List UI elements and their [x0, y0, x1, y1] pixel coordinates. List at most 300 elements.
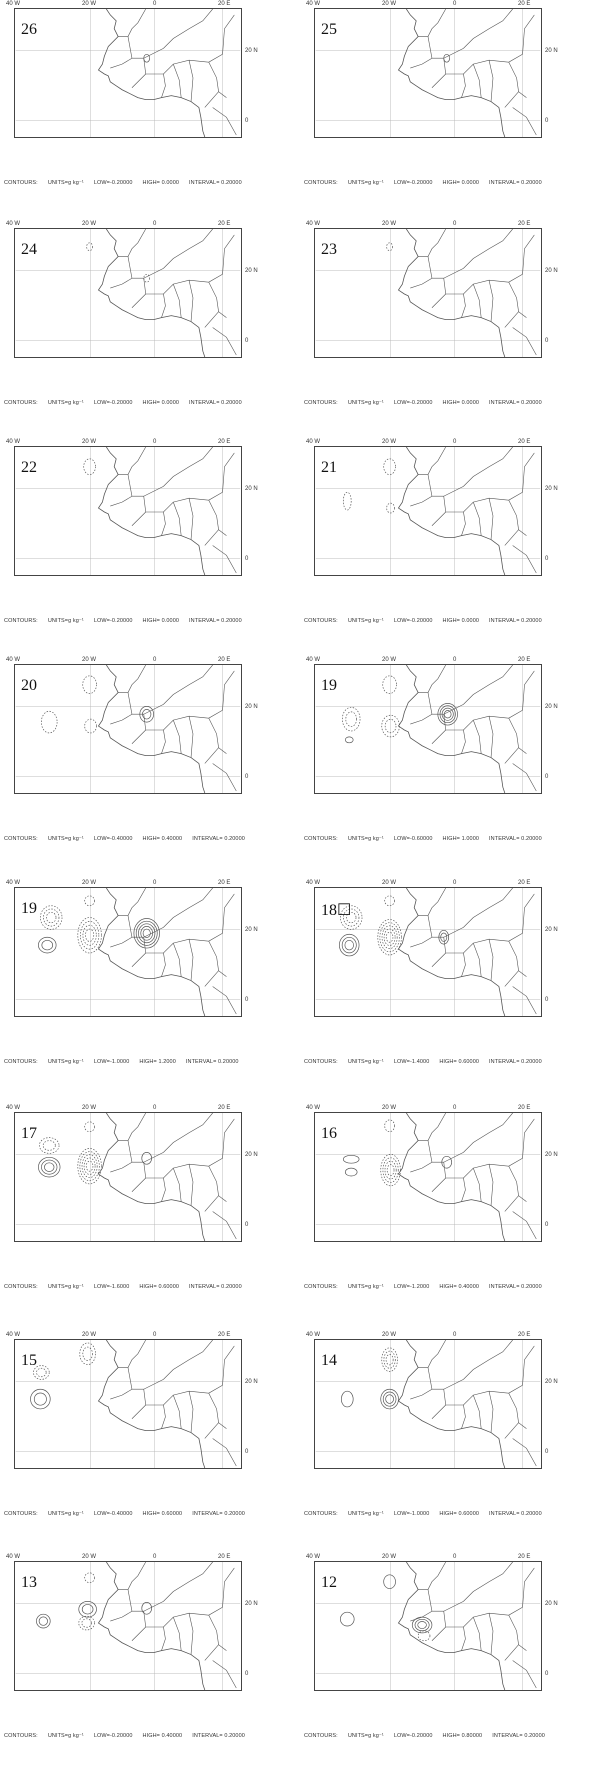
country-border	[428, 888, 513, 937]
negative-contour	[343, 492, 351, 510]
country-border	[418, 447, 446, 475]
negative-contour	[39, 1138, 59, 1154]
lat-lon-grid	[16, 229, 240, 357]
country-border	[428, 9, 513, 58]
country-border	[205, 1196, 219, 1212]
country-border	[473, 1617, 481, 1650]
coastline	[398, 9, 504, 137]
country-border	[205, 1645, 219, 1661]
country-border	[161, 294, 165, 318]
negative-contour	[384, 929, 395, 946]
coastline	[98, 1562, 204, 1690]
negative-contour	[83, 925, 96, 945]
latitude-tick-label: 0	[245, 556, 249, 562]
panel-label: 19	[321, 677, 337, 694]
latitude-tick-label: 20 N	[545, 486, 558, 492]
negative-contour	[85, 896, 95, 906]
longitude-tick-label: 40 W	[306, 1, 321, 7]
positive-contour	[342, 937, 356, 953]
map-frame	[314, 887, 542, 1017]
negative-contour	[43, 1141, 55, 1151]
latitude-tick-label: 20 N	[545, 704, 558, 710]
country-border	[213, 1211, 237, 1239]
contour-group	[343, 1120, 451, 1186]
longitude-tick-label: 0	[453, 1105, 457, 1111]
country-border	[505, 1423, 519, 1439]
coastline	[98, 888, 204, 1016]
country-border	[509, 282, 527, 317]
negative-contour	[383, 676, 397, 694]
caption-prefix: CONTOURS:	[4, 618, 38, 624]
positive-contour	[41, 1160, 57, 1174]
positive-contour	[345, 940, 354, 950]
coastline-and-borders	[98, 447, 236, 575]
caption-units: UNITS=g kg⁻¹	[347, 1733, 384, 1739]
negative-contour	[78, 1148, 102, 1183]
country-border	[146, 1385, 223, 1405]
caption-interval: INTERVAL= 0.20000	[192, 1511, 245, 1517]
positive-contour	[39, 1617, 47, 1625]
longitude-tick-label: 0	[153, 1332, 157, 1338]
country-border	[110, 496, 132, 506]
country-border	[146, 1158, 223, 1178]
country-border	[461, 1627, 465, 1651]
caption-prefix: CONTOURS:	[304, 1284, 338, 1290]
coastline-and-borders	[398, 9, 536, 137]
country-border	[418, 1562, 446, 1590]
country-border	[410, 278, 432, 288]
country-border	[513, 107, 537, 135]
negative-contour	[385, 1120, 395, 1132]
contour-group	[36, 1573, 151, 1630]
negative-contour	[80, 1343, 96, 1365]
country-border	[128, 1562, 213, 1611]
caption-prefix: CONTOURS:	[4, 180, 38, 186]
latitude-tick-label: 20 N	[245, 486, 258, 492]
contour-group	[342, 676, 457, 743]
country-border	[189, 1613, 193, 1654]
caption-low: LOW=-0.20000	[93, 1733, 133, 1739]
caption-high: HIGH= 0.0000	[442, 180, 480, 186]
country-border	[505, 312, 519, 328]
panel-label: 14	[321, 1352, 337, 1369]
longitude-tick-label: 40 W	[6, 1554, 21, 1560]
coastline-and-borders	[98, 1113, 236, 1241]
caption-prefix: CONTOURS:	[304, 1733, 338, 1739]
negative-contour	[385, 896, 395, 906]
contour-caption	[4, 836, 255, 842]
country-border	[173, 1617, 181, 1650]
caption-low: LOW=-1.2000	[393, 1284, 430, 1290]
country-border	[509, 1615, 527, 1650]
map-canvas	[15, 888, 241, 1016]
longitude-tick-label: 0	[453, 1332, 457, 1338]
caption-low: LOW=-0.20000	[93, 180, 133, 186]
contour-group	[31, 1343, 96, 1409]
map-frame	[314, 446, 542, 576]
caption-interval: INTERVAL= 0.20000	[192, 836, 245, 842]
country-border	[209, 1166, 227, 1201]
longitude-tick-label: 0	[153, 221, 157, 227]
map-frame	[314, 664, 542, 794]
caption-units: UNITS=g kg⁻¹	[47, 836, 84, 842]
caption-high: HIGH= 1.2000	[139, 1059, 176, 1065]
caption-low: LOW=-0.20000	[393, 180, 433, 186]
country-border	[173, 1168, 181, 1201]
longitude-tick-label: 20 E	[218, 221, 231, 227]
country-border	[446, 1607, 523, 1627]
country-border	[489, 60, 493, 101]
longitude-tick-label: 40 W	[6, 1105, 21, 1111]
longitude-tick-label: 20 W	[82, 439, 97, 445]
caption-prefix: CONTOURS:	[4, 1059, 38, 1065]
lat-lon-grid	[16, 1340, 240, 1468]
panel-label: 12	[321, 1574, 337, 1591]
country-border	[513, 327, 537, 355]
caption-low: LOW=-1.4000	[393, 1059, 430, 1065]
caption-low: LOW=-1.0000	[393, 1511, 430, 1517]
country-border	[523, 235, 535, 274]
country-border	[432, 496, 446, 526]
caption-prefix: CONTOURS:	[4, 1284, 38, 1290]
contour-group	[343, 459, 395, 513]
longitude-tick-label: 20 W	[382, 880, 397, 886]
contour-caption	[4, 618, 252, 624]
country-border	[110, 278, 132, 288]
caption-high: HIGH= 0.40000	[439, 1284, 480, 1290]
coastline	[398, 665, 504, 793]
contour-caption	[304, 180, 552, 186]
map-canvas	[315, 1562, 541, 1690]
contour-group	[339, 896, 448, 956]
positive-contour	[345, 737, 353, 743]
negative-contour	[386, 1354, 393, 1364]
latitude-tick-label: 20 N	[245, 1152, 258, 1158]
longitude-tick-label: 20 E	[518, 439, 531, 445]
country-border	[118, 1113, 146, 1141]
country-border	[146, 492, 223, 512]
country-border	[189, 939, 193, 980]
longitude-tick-label: 40 W	[6, 1, 21, 7]
country-border	[523, 453, 535, 492]
country-border	[223, 1119, 235, 1158]
country-border	[128, 888, 213, 937]
caption-low: LOW=-0.20000	[393, 618, 433, 624]
caption-units: UNITS=g kg⁻¹	[47, 1284, 84, 1290]
caption-low: LOW=-0.40000	[93, 836, 133, 842]
positive-contour	[343, 1155, 359, 1163]
coastline-and-borders	[398, 1113, 536, 1241]
country-border	[418, 229, 446, 257]
caption-interval: INTERVAL= 0.20000	[189, 180, 242, 186]
contour-group	[144, 54, 150, 62]
country-border	[513, 1438, 537, 1466]
negative-contour	[83, 1347, 93, 1360]
country-border	[473, 502, 481, 535]
caption-low: LOW=-1.0000	[93, 1059, 130, 1065]
caption-interval: INTERVAL= 0.20000	[492, 1733, 545, 1739]
country-border	[461, 1405, 465, 1429]
caption-units: UNITS=g kg⁻¹	[347, 836, 384, 842]
country-border	[446, 54, 523, 74]
contour-group	[84, 459, 96, 475]
country-border	[223, 671, 235, 710]
negative-contour	[386, 932, 393, 942]
panel-label: 20	[21, 677, 37, 694]
country-border	[461, 512, 465, 536]
country-border	[523, 15, 535, 54]
country-border	[161, 1627, 165, 1651]
latitude-tick-label: 0	[545, 1449, 549, 1455]
positive-contour	[141, 926, 153, 940]
country-border	[110, 1389, 132, 1399]
caption-interval: INTERVAL= 0.20000	[489, 400, 542, 406]
coastline	[98, 1113, 204, 1241]
caption-units: UNITS=g kg⁻¹	[47, 1733, 84, 1739]
coastline	[398, 888, 504, 1016]
panel-label: 21	[321, 459, 337, 476]
country-border	[223, 15, 235, 54]
country-border	[505, 92, 519, 108]
country-border	[209, 1615, 227, 1650]
coastline-and-borders	[98, 665, 236, 793]
caption-high: HIGH= 0.60000	[439, 1059, 480, 1065]
panel-label: 13	[21, 1574, 37, 1591]
caption-high: HIGH= 0.0000	[142, 618, 180, 624]
latitude-tick-label: 0	[545, 1222, 549, 1228]
country-border	[523, 1346, 535, 1385]
country-border	[161, 1178, 165, 1202]
map-frame	[14, 664, 242, 794]
longitude-tick-label: 20 E	[518, 1, 531, 7]
longitude-tick-label: 0	[453, 439, 457, 445]
country-border	[489, 498, 493, 539]
caption-units: UNITS=g kg⁻¹	[347, 180, 384, 186]
country-border	[132, 278, 146, 308]
longitude-tick-label: 20 W	[382, 1554, 397, 1560]
country-border	[428, 1340, 513, 1389]
contour-group	[444, 54, 450, 62]
longitude-tick-label: 20 W	[82, 1554, 97, 1560]
country-border	[189, 716, 193, 757]
lat-lon-grid	[316, 1113, 540, 1241]
latitude-tick-label: 0	[545, 556, 549, 562]
caption-interval: INTERVAL= 0.20000	[189, 400, 242, 406]
latitude-tick-label: 20 N	[545, 927, 558, 933]
coastline	[98, 665, 204, 793]
caption-units: UNITS=g kg⁻¹	[47, 1059, 84, 1065]
country-border	[128, 1340, 213, 1389]
negative-contour	[346, 712, 357, 727]
lat-lon-grid	[316, 447, 540, 575]
contour-caption	[4, 1511, 255, 1517]
positive-contour	[38, 937, 56, 953]
country-border	[418, 1340, 446, 1368]
lat-lon-grid	[16, 888, 240, 1016]
country-border	[189, 1391, 193, 1432]
country-border	[173, 284, 181, 317]
country-border	[128, 447, 213, 496]
caption-low: LOW=-1.6000	[93, 1284, 130, 1290]
negative-contour	[84, 459, 96, 475]
coastline-and-borders	[398, 229, 536, 357]
caption-high: HIGH= 0.0000	[442, 400, 480, 406]
country-border	[418, 1113, 446, 1141]
negative-contour	[41, 711, 57, 733]
country-border	[513, 986, 537, 1014]
latitude-tick-label: 20 N	[245, 48, 258, 54]
country-border	[205, 530, 219, 546]
country-border	[223, 1346, 235, 1385]
longitude-tick-label: 20 W	[82, 657, 97, 663]
country-border	[523, 671, 535, 710]
country-border	[473, 1168, 481, 1201]
longitude-tick-label: 40 W	[306, 439, 321, 445]
longitude-tick-label: 40 W	[6, 657, 21, 663]
longitude-tick-label: 20 E	[518, 657, 531, 663]
caption-prefix: CONTOURS:	[304, 1059, 338, 1065]
lat-lon-grid	[316, 665, 540, 793]
longitude-tick-label: 40 W	[6, 439, 21, 445]
positive-contour	[418, 1621, 427, 1628]
caption-low: LOW=-0.60000	[393, 836, 433, 842]
country-border	[509, 1166, 527, 1201]
country-border	[509, 500, 527, 535]
positive-contour	[143, 929, 150, 937]
caption-interval: INTERVAL= 0.20000	[189, 618, 242, 624]
country-border	[132, 714, 146, 744]
negative-contour	[84, 1158, 95, 1175]
map-frame	[314, 228, 542, 358]
caption-prefix: CONTOURS:	[4, 1733, 38, 1739]
longitude-tick-label: 20 E	[218, 880, 231, 886]
caption-prefix: CONTOURS:	[304, 1511, 338, 1517]
longitude-tick-label: 40 W	[306, 221, 321, 227]
longitude-tick-label: 0	[153, 1, 157, 7]
longitude-tick-label: 40 W	[306, 1554, 321, 1560]
contour-caption	[4, 1284, 252, 1290]
country-border	[213, 986, 237, 1014]
country-border	[118, 888, 146, 916]
caption-interval: INTERVAL= 0.20000	[192, 1733, 245, 1739]
country-border	[146, 1607, 223, 1627]
country-border	[473, 720, 481, 753]
coastline-and-borders	[98, 9, 236, 137]
coastline-and-borders	[398, 1562, 536, 1690]
caption-high: HIGH= 0.60000	[439, 1511, 480, 1517]
caption-low: LOW=-0.20000	[93, 400, 133, 406]
positive-contour	[44, 1163, 54, 1172]
country-border	[432, 278, 446, 308]
country-border	[173, 943, 181, 976]
negative-contour	[83, 676, 97, 694]
country-border	[189, 280, 193, 321]
caption-high: HIGH= 0.40000	[142, 836, 183, 842]
country-border	[505, 1645, 519, 1661]
country-border	[428, 1562, 513, 1611]
country-border	[523, 894, 535, 933]
longitude-tick-label: 20 E	[218, 1554, 231, 1560]
longitude-tick-label: 40 W	[6, 221, 21, 227]
latitude-tick-label: 20 N	[245, 1379, 258, 1385]
country-border	[432, 1389, 446, 1419]
panel-label: 18☐	[321, 902, 352, 919]
map-canvas	[315, 1113, 541, 1241]
positive-contour	[383, 1392, 396, 1406]
caption-interval: INTERVAL= 0.20000	[489, 836, 542, 842]
contour-caption	[304, 618, 552, 624]
country-border	[410, 1162, 432, 1172]
caption-units: UNITS=g kg⁻¹	[347, 1284, 384, 1290]
map-frame	[14, 446, 242, 576]
country-border	[118, 665, 146, 693]
map-frame	[14, 1112, 242, 1242]
country-border	[161, 74, 165, 98]
country-border	[161, 1405, 165, 1429]
map-canvas	[15, 1113, 241, 1241]
country-border	[128, 229, 213, 278]
positive-contour	[144, 54, 150, 62]
country-border	[110, 714, 132, 724]
contour-group	[87, 243, 150, 282]
map-frame	[14, 8, 242, 138]
country-border	[132, 1611, 146, 1641]
country-border	[523, 1568, 535, 1607]
caption-high: HIGH= 0.0000	[442, 618, 480, 624]
map-canvas	[15, 229, 241, 357]
longitude-tick-label: 20 E	[518, 880, 531, 886]
country-border	[489, 1613, 493, 1654]
positive-contour	[345, 1168, 357, 1176]
country-border	[110, 1162, 132, 1172]
country-border	[189, 60, 193, 101]
map-canvas	[15, 665, 241, 793]
coastline-and-borders	[98, 1340, 236, 1468]
latitude-tick-label: 0	[245, 774, 249, 780]
negative-contour	[46, 912, 56, 922]
caption-low: LOW=-0.20000	[393, 400, 433, 406]
positive-contour	[42, 940, 53, 950]
latitude-tick-label: 0	[545, 1671, 549, 1677]
caption-low: LOW=-0.20000	[93, 618, 133, 624]
longitude-tick-label: 20 E	[218, 1, 231, 7]
positive-contour	[134, 919, 160, 949]
caption-high: HIGH= 0.40000	[142, 1733, 183, 1739]
panel-label: 19	[21, 900, 37, 917]
longitude-tick-label: 0	[153, 657, 157, 663]
coastline-and-borders	[98, 888, 236, 1016]
caption-high: HIGH= 0.60000	[139, 1284, 180, 1290]
caption-units: UNITS=g kg⁻¹	[347, 618, 384, 624]
latitude-tick-label: 0	[245, 1222, 249, 1228]
coastline	[398, 229, 504, 357]
country-border	[432, 58, 446, 88]
longitude-tick-label: 0	[453, 221, 457, 227]
map-frame	[314, 1339, 542, 1469]
negative-contour	[384, 1351, 395, 1368]
country-border	[110, 58, 132, 68]
country-border	[118, 1340, 146, 1368]
longitude-tick-label: 20 W	[382, 1332, 397, 1338]
country-border	[110, 937, 132, 947]
contour-caption	[4, 1059, 249, 1065]
positive-contour	[444, 710, 451, 717]
country-border	[189, 498, 193, 539]
caption-interval: INTERVAL= 0.20000	[489, 1059, 542, 1065]
country-border	[410, 937, 432, 947]
country-border	[489, 939, 493, 980]
positive-contour	[384, 1575, 396, 1589]
